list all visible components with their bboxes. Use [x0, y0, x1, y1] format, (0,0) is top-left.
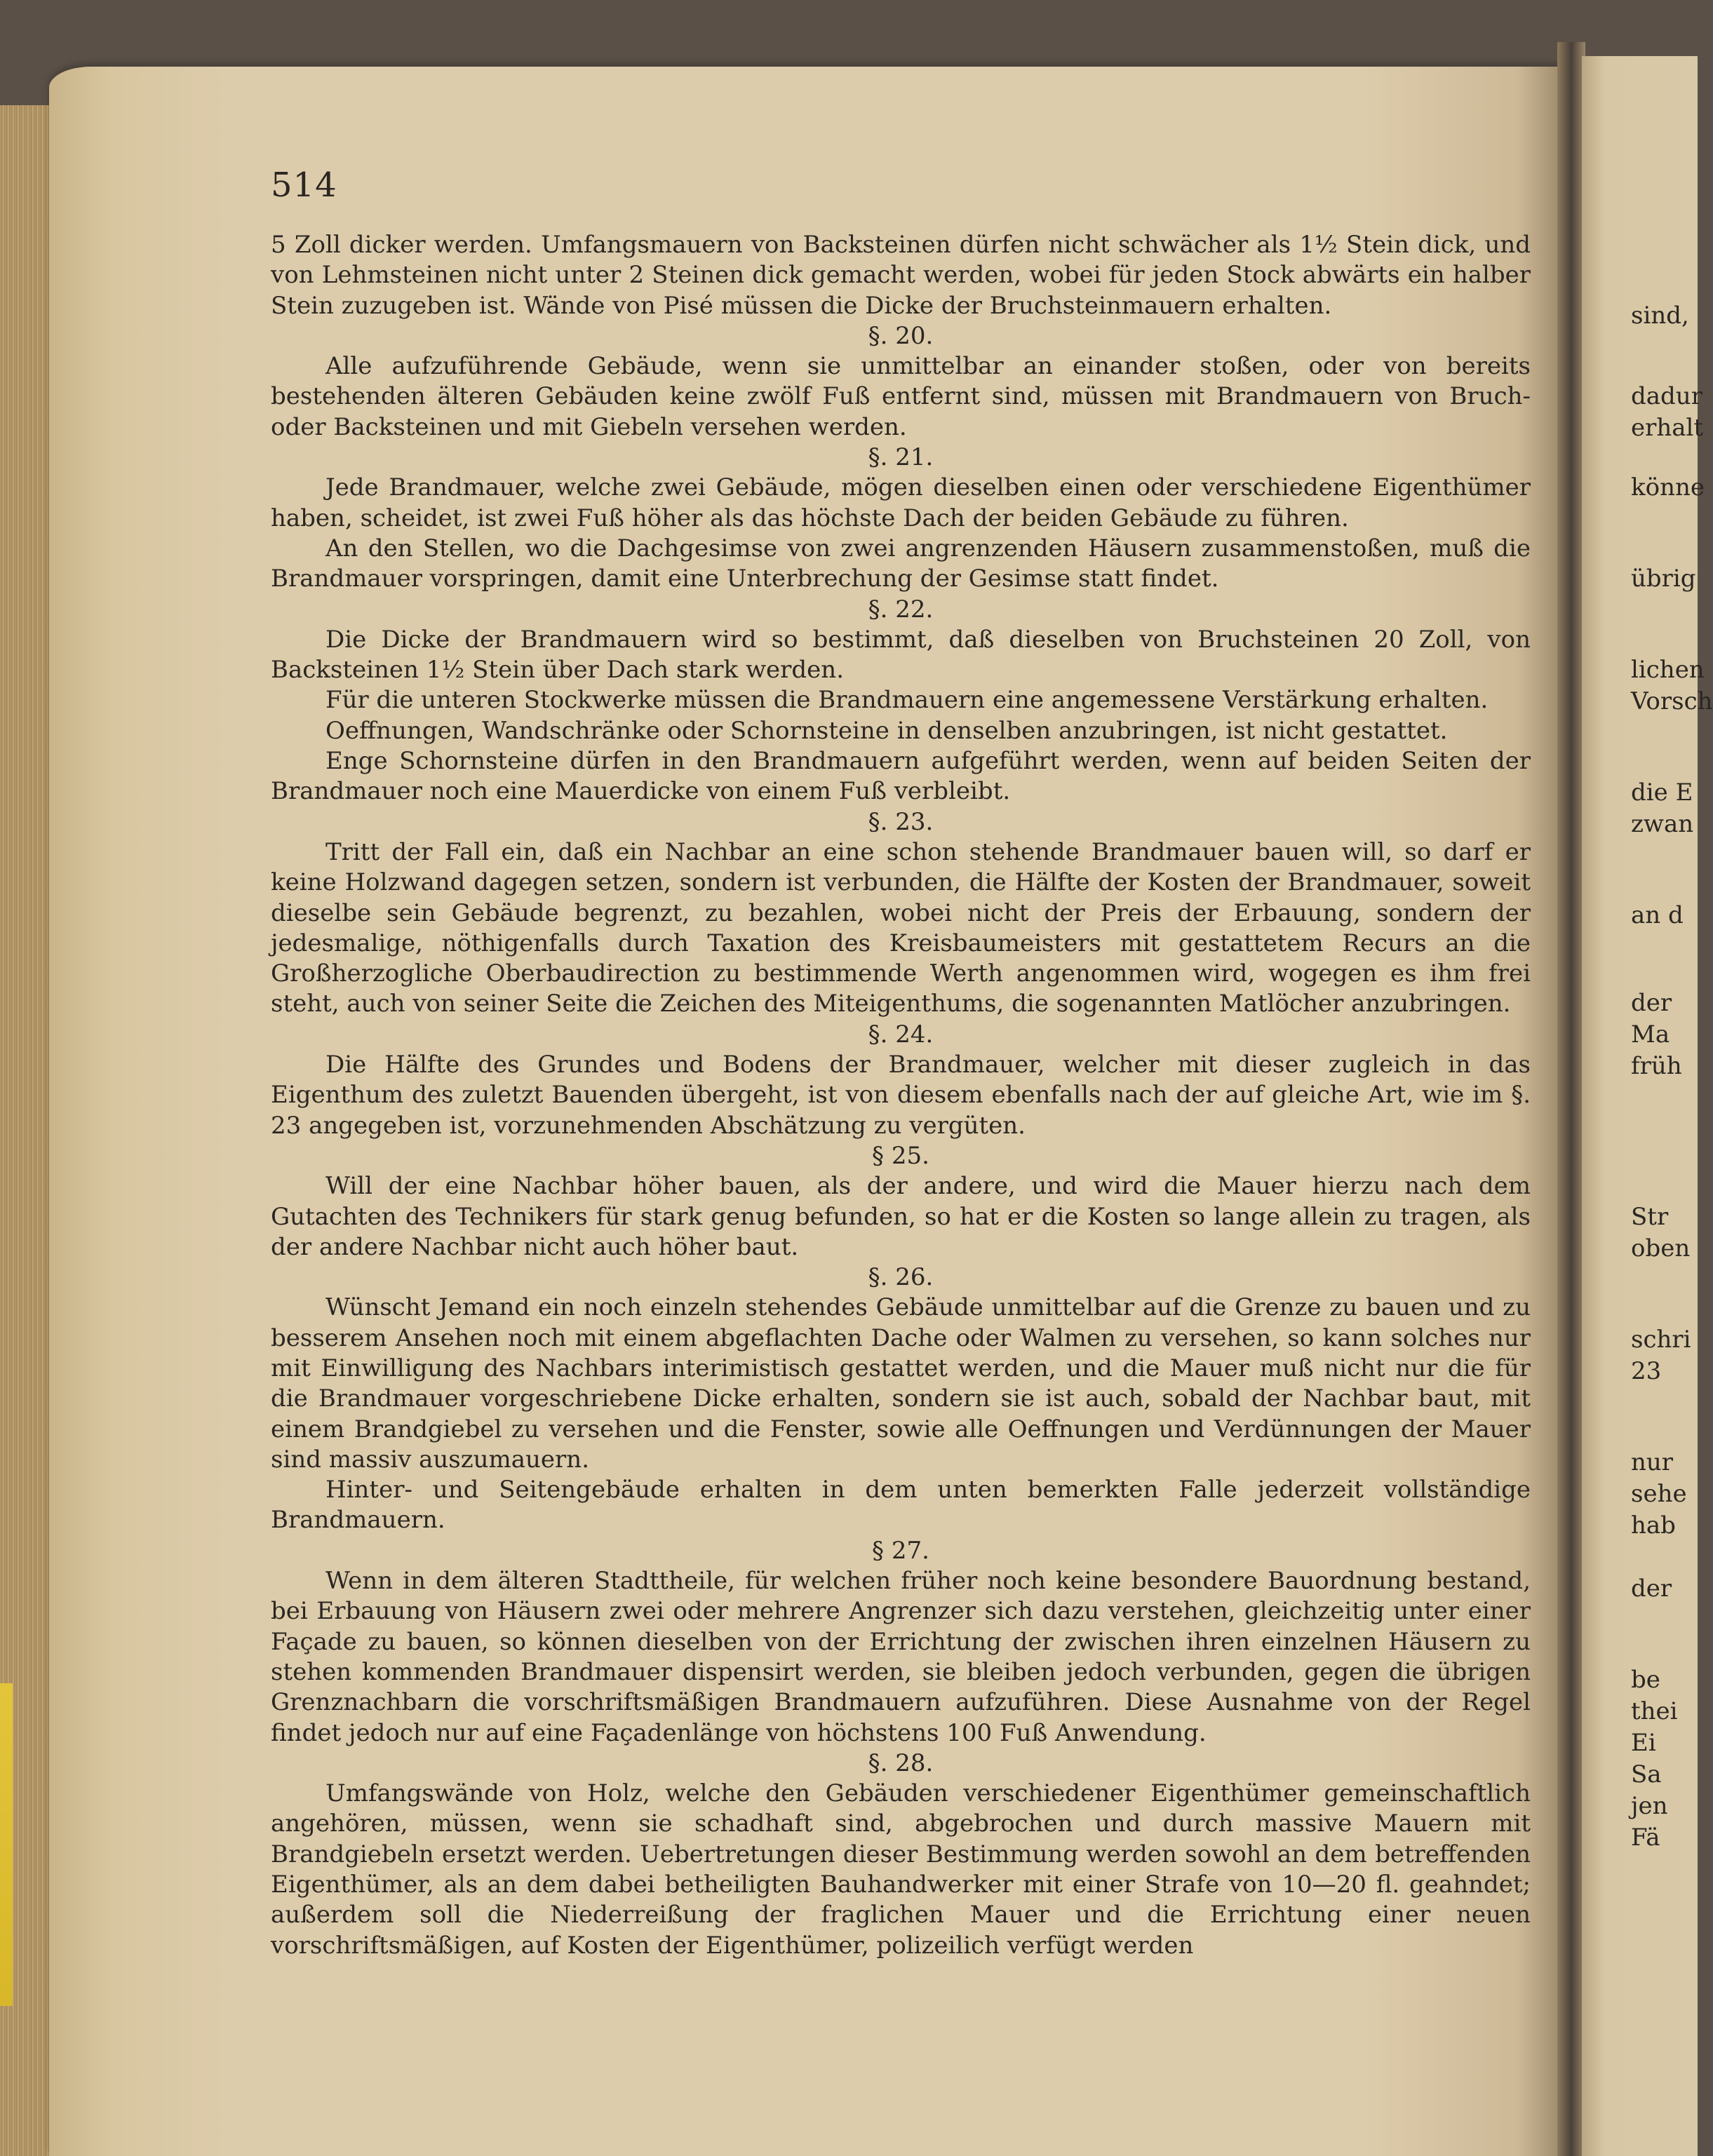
page-text	[271, 230, 1531, 1961]
fragment: erhalt	[1631, 414, 1704, 442]
fragment: nur	[1631, 1448, 1674, 1476]
paragraph: Alle aufzuführende Gebäude, wenn sie unmittelbar an einander stoßen, oder von bereits bestehenden älteren Gebäuden keine zwölf Fuß entfernt sind, müssen mit Brandmauern von Bruch- oder Backsteinen und mit Giebeln versehen werden.	[271, 352, 1531, 441]
fragment: der	[1631, 989, 1672, 1017]
paragraph: An den Stellen, wo die Dachgesimse von zwei angrenzenden Häusern zusammenstoßen, muß die Brandmauer vorspringen, damit eine Unterbrechung der Gesimse statt findet.	[271, 534, 1531, 593]
fragment: hab	[1631, 1511, 1676, 1539]
fragment: Vorsch	[1631, 687, 1713, 715]
paragraph: Will der eine Nachbar höher bauen, als der andere, und wird die Mauer hierzu nach dem Gutachten des Technikers für stark genug befunden, so hat er die Kosten so lange allein zu tragen, als der andere Nachbar nicht auch höher baut.	[271, 1172, 1531, 1261]
paragraph: Für die unteren Stockwerke müssen die Brandmauern eine angemessene Verstärkung erhalten.	[325, 686, 1489, 715]
section-heading: §. 21.	[868, 443, 934, 472]
paragraph: Umfangswände von Holz, welche den Gebäuden verschiedener Eigenthümer gemeinschaftlich angehören, müssen, wenn sie schadhaft sind, abgebrochen und durch massive Mauern mit Brandgiebeln ersetzt werden. Uebertretungen dieser Bestimmung werden sowohl an dem betreffenden Eigenthümer, als an dem dabei betheiligten Bauhandwerker mit einer Strafe von 10—20 fl. geahndet; außerdem soll die Niederreißung der fraglichen Mauer und die Errichtung einer neuen vorschriftsmäßigen, auf Kosten der Eigenthümer, polizeilich verfügt werden	[271, 1779, 1531, 1960]
fragment: Ma	[1631, 1020, 1670, 1049]
section-heading: § 27.	[872, 1536, 929, 1565]
paragraph: Jede Brandmauer, welche zwei Gebäude, mögen dieselben einen oder verschiedene Eigenthümer haben, scheidet, ist zwei Fuß höher als das höchste Dach der beiden Gebäude zu führen.	[271, 473, 1531, 532]
section-heading: §. 20.	[868, 321, 934, 350]
paragraph: Enge Schornsteine dürfen in den Brandmauern aufgeführt werden, wenn auf beiden Seiten der Brandmauer noch eine Mauerdicke von einem Fuß verbleibt.	[271, 747, 1531, 806]
page-number: 514	[271, 166, 337, 205]
fragment: die E	[1631, 779, 1693, 807]
fragment: an d	[1631, 901, 1684, 929]
paragraph: Die Dicke der Brandmauern wird so bestimmt, daß dieselben von Bruchsteinen 20 Zoll, von Backsteinen 1½ Stein über Dach stark werden.	[271, 625, 1531, 685]
section-heading: §. 28.	[868, 1749, 934, 1777]
section-heading: § 25.	[872, 1141, 929, 1170]
fragment: dadur	[1631, 382, 1702, 410]
paragraph: Die Hälfte des Grundes und Bodens der Brandmauer, welcher mit dieser zugleich in das Eigenthum des zuletzt Bauenden übergeht, ist von diesem ebenfalls nach der auf gleiche Art, wie im §. 23 angegeben ist, vorzunehmenden Abschätzung zu vergüten.	[271, 1051, 1531, 1140]
fragment: Fä	[1631, 1824, 1660, 1852]
fragment: der	[1631, 1575, 1672, 1603]
fragment: zwan	[1631, 810, 1694, 838]
book-gutter	[1557, 42, 1585, 2156]
section-heading: §. 22.	[868, 595, 934, 624]
paragraph: Wünscht Jemand ein noch einzeln stehendes Gebäude unmittelbar auf die Grenze zu bauen und zu besserem Ansehen noch mit einem abgeflachten Dache oder Walmen zu versehen, so kann solches nur mit Einwilligung des Nachbars interimistisch gestattet werden, und die Mauer muß nicht nur die für die Brandmauer vorgeschriebene Dicke erhalten, sondern sie ist auch, sobald der Nachbar baut, mit einem Brandgiebel zu versehen und die Fenster, sowie alle Oeffnungen und Verdünnungen der Mauer sind massiv auszumauern.	[271, 1293, 1531, 1474]
fragment: Ei	[1631, 1729, 1656, 1757]
paragraph: Tritt der Fall ein, daß ein Nachbar an eine schon stehende Brandmauer bauen will, so darf er keine Holzwand dagegen setzen, sondern ist verbunden, die Hälfte der Kosten der Brandmauer, soweit dieselbe sein Gebäude begrenzt, zu bezahlen, wobei nicht der Preis der Erbauung, sondern der jedesmalige, nöthigenfalls durch Taxation des Kreisbaumeisters mit gestattetem Recurs an die Großherzogliche Oberbaudirection zu bestimmende Werth angenommen wird, wogegen es ihm frei steht, auch von seiner Seite die Zeichen des Miteigenthums, die sogenannten Matlöcher anzubringen.	[271, 837, 1531, 1018]
fragment: früh	[1631, 1052, 1682, 1080]
fragment: thei	[1631, 1697, 1678, 1725]
fragment: Sa	[1631, 1760, 1662, 1788]
fragment: sind,	[1631, 302, 1689, 330]
fragment: oben	[1631, 1234, 1691, 1262]
fragment: sehe	[1631, 1480, 1687, 1508]
right-page-text	[1631, 0, 1713, 2156]
paragraph: 5 Zoll dicker werden. Umfangsmauern von Backsteinen dürfen nicht schwächer als 1½ Stein dick, und von Lehmsteinen nicht unter 2 Steinen dick gemacht werden, wobei für jeden Stock abwärts ein halber Stein zuzugeben ist. Wände von Pisé müssen die Dicke der Bruchsteinmauern erhalten.	[271, 231, 1531, 320]
fragment: be	[1631, 1666, 1660, 1694]
fragment: jen	[1631, 1792, 1668, 1820]
fragment: lichen	[1631, 656, 1705, 684]
paragraph: Hinter- und Seitengebäude erhalten in dem unten bemerkten Falle jederzeit vollständige Brandmauern.	[271, 1476, 1531, 1535]
paragraph: Oeffnungen, Wandschränke oder Schornsteine in denselben anzubringen, ist nicht gestattet.	[325, 716, 1448, 745]
section-heading: §. 23.	[868, 807, 934, 836]
paragraph: Wenn in dem älteren Stadttheile, für welchen früher noch keine besondere Bauordnung bestand, bei Erbauung von Häusern zwei oder mehrere Angrenzer sich dazu verstehen, gleichzeitig unter einer Façade zu bauen, so können dieselben von der Errichtung der zwischen ihren einzelnen Häusern zu stehen kommenden Brandmauer dispensirt werden, sie bleiben jedoch verbunden, gegen die übrigen Grenznachbarn die vorschriftsmäßigen Brandmauern aufzuführen. Diese Ausnahme von der Regel findet jedoch nur auf eine Façadenlänge von höchstens 100 Fuß Anwendung.	[271, 1567, 1531, 1747]
fragment: Str	[1631, 1203, 1669, 1231]
yellow-bookmark-edge	[0, 1683, 13, 2006]
section-heading: §. 26.	[868, 1263, 934, 1292]
section-heading: §. 24.	[868, 1020, 934, 1049]
fragment: könne	[1631, 473, 1705, 501]
fragment: 23	[1631, 1357, 1662, 1385]
fragment: schri	[1631, 1326, 1691, 1354]
fragment: übrig	[1631, 565, 1696, 593]
